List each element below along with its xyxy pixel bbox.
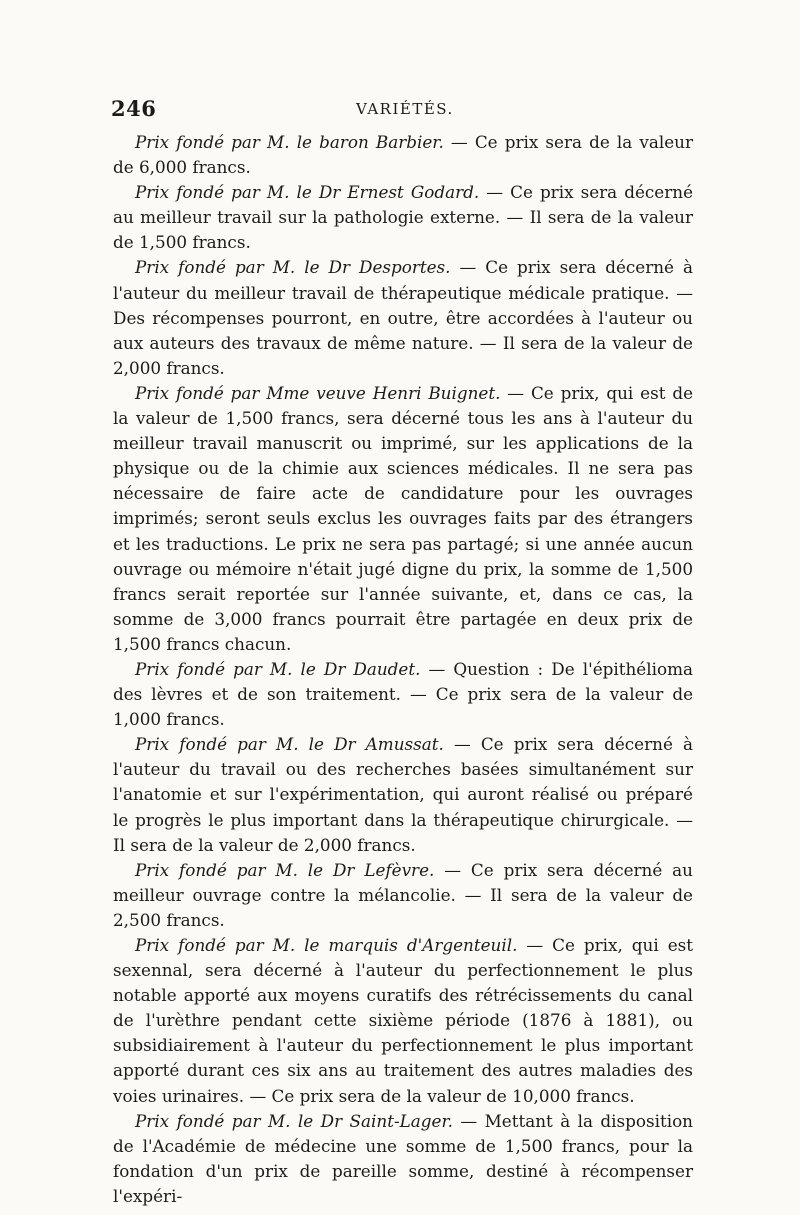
prize-title: Prix fondé par M. le marquis d'Argenteuil. — [135, 935, 518, 955]
prize-description: — Ce prix, qui est de la valeur de 1,500 francs, sera décerné tous les ans à l'auteur du meilleur travail manuscrit ou imprimé, sur les applications de la physique ou de la chimie aux sciences médicales. Il ne sera pas nécessaire de faire acte de candidature pour les ouvrages imprimés; seront seuls exclus les ouvrages faits par des étrangers et les traductions. Le prix ne sera pas partagé; si une année aucun ouvrage ou mémoire n'était jugé digne du prix, la somme de 1,500 francs serait reportée sur l'année suivante, et, dans ce cas, la somme de 3,000 francs pourrait être partagée en deux prix de 1,500 francs chacun. — [113, 382, 693, 654]
running-head: VARIÉTÉS. — [356, 100, 454, 118]
prize-description: — Ce prix sera de la valeur de 6,000 francs. — [113, 132, 693, 178]
paragraph-prix-godard — [113, 180, 693, 255]
prize-title: Prix fondé par Mme veuve Henri Buignet. — [135, 382, 501, 403]
prize-description: — Ce prix sera décerné à l'auteur du meilleur travail de thérapeutique médicale pratique. — Des récompenses pourront, en outre, être accordées à l'auteur ou aux auteurs des travaux de même nature. — Il sera de la valeur de 2,000 francs. — [113, 257, 693, 378]
prize-title: Prix fondé par M. le Dr Ernest Godard. — [135, 182, 480, 203]
prize-title: Prix fondé par M. le baron Barbier. — [135, 132, 444, 152]
prize-description: — Ce prix sera décerné au meilleur travail sur la pathologie externe. — Il sera de la valeur de 1,500 francs. — [113, 182, 693, 253]
prize-description: — Ce prix sera décerné à l'auteur du travail ou des recherches basées simultanément sur l'anatomie et sur l'expérimentation, qui auront réalisé ou préparé le progrès le plus important dans la thérapeutique chirurgicale. — Il sera de la valeur de 2,000 francs. — [113, 734, 693, 855]
prize-description: — Ce prix sera décerné au meilleur ouvrage contre la mélancolie. — Il sera de la valeur de 2,500 francs. — [113, 859, 693, 930]
paragraph-prix-barbier — [113, 130, 693, 180]
prize-title: Prix fondé par M. le Dr Saint-Lager. — [135, 1110, 453, 1131]
paragraph-prix-desportes — [113, 255, 693, 380]
paragraph-prix-buignet — [113, 381, 693, 657]
paragraph-prix-amussat — [113, 732, 693, 857]
prize-title: Prix fondé par M. le Dr Amussat. — [135, 734, 444, 755]
prize-description: — Mettant à la disposition de l'Académie de médecine une somme de 1,500 francs, pour la fondation d'un prix de pareille somme, destiné à récompenser l'expéri- — [113, 1110, 693, 1206]
prize-description: — Ce prix, qui est sexennal, sera décerné à l'auteur du perfectionnement le plus notable apporté aux moyens curatifs des rétrécissements du canal de l'urèthre pendant cette sixième période (1876 à 1881), ou subsidiairement à l'auteur du perfectionnement le plus important apporté durant ces six ans au traitement des autres maladies des voies urinaires. — Ce prix sera de la valeur de 10,000 francs. — [113, 935, 693, 1106]
paragraph-prix-saint-lager — [113, 1109, 693, 1209]
page-header — [111, 96, 693, 126]
prize-title: Prix fondé par M. le Dr Desportes. — [135, 257, 451, 278]
prize-description: — Question : De l'épithélioma des lèvres et de son traitement. — Ce prix sera de la valeur de 1,000 francs. — [113, 658, 693, 730]
prize-title: Prix fondé par M. le Dr Lefèvre. — [135, 859, 435, 880]
paragraph-prix-argenteuil — [113, 933, 693, 1109]
paragraph-prix-daudet — [113, 657, 693, 732]
page-number: 246 — [111, 96, 157, 121]
paragraph-prix-lefevre — [113, 858, 693, 933]
prize-title: Prix fondé par M. le Dr Daudet. — [135, 658, 421, 679]
body-text — [113, 130, 693, 1209]
